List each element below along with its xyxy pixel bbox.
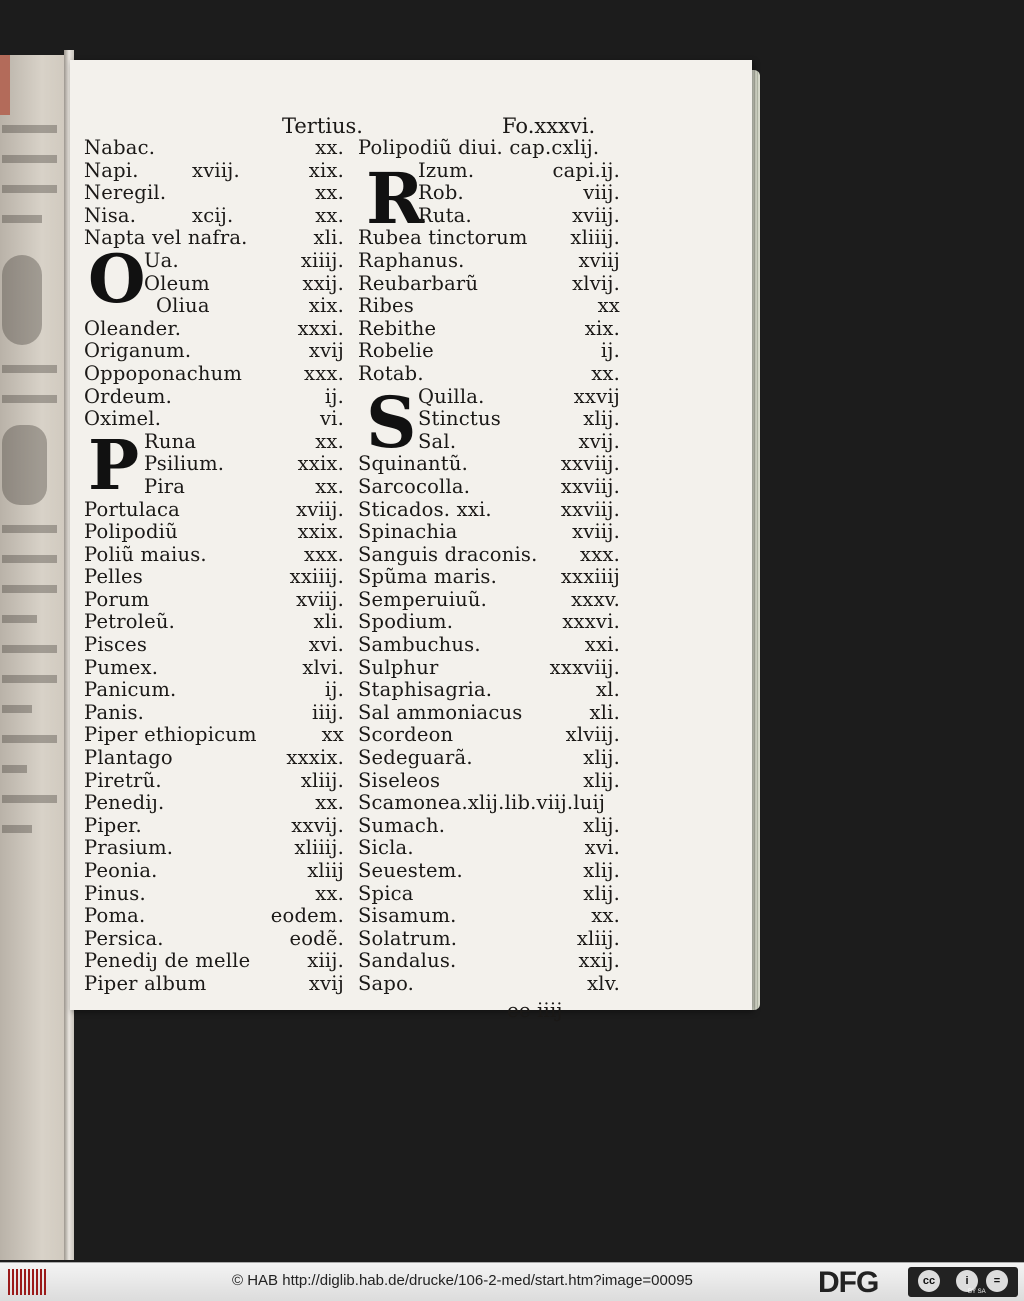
entry-chapter: xxxiiij: [560, 565, 620, 589]
entry-term: Runa: [144, 429, 197, 453]
bleed-line: [2, 185, 57, 193]
index-entry: [84, 859, 344, 882]
entry-chapter: xlij.: [583, 746, 620, 770]
index-entry: [358, 385, 620, 408]
entry-term: Pumex.: [84, 655, 159, 679]
signature-mark: ee iiij: [507, 998, 563, 1022]
bleed-line: [2, 675, 57, 683]
entry-term: Sal.: [418, 429, 457, 453]
entry-term: Reubarbarũ: [358, 271, 479, 295]
entry-term: Sambuchus.: [358, 633, 481, 657]
entry-term: Polipodiũ diui. cap.cxlij.: [358, 136, 600, 159]
entry-term: Izum.: [418, 158, 475, 182]
entry-term: Nabac.: [84, 136, 156, 159]
entry-term: Peonia.: [84, 859, 158, 882]
entry-chapter: xx.: [591, 361, 620, 385]
entry-chapter: viij.: [583, 181, 620, 205]
book-page: [70, 60, 752, 1022]
cc-caption: BY SA: [968, 1289, 986, 1295]
index-entry: [358, 701, 620, 724]
bleed-line: [2, 765, 27, 773]
entry-chapter: xx.: [315, 181, 344, 205]
entry-term: Spũma maris.: [358, 565, 497, 589]
index-entry: [358, 814, 620, 837]
index-entry: [84, 949, 344, 972]
entry-term: Origanum.: [84, 339, 192, 363]
entry-term: Oppoponachum: [84, 361, 243, 385]
entry-chapter: xlij.: [583, 407, 620, 431]
entry-chapter: xx.: [315, 474, 344, 498]
index-entry: [84, 836, 344, 859]
index-entry: [358, 159, 620, 182]
entry-chapter: xxij.: [302, 271, 344, 295]
cc-icon: cc: [918, 1270, 940, 1292]
entry-chapter: xliij.: [300, 768, 344, 792]
index-entry: [84, 407, 344, 430]
entry-chapter: xxi.: [584, 633, 620, 657]
entry-chapter: xliij.: [576, 926, 620, 950]
index-entry: [84, 972, 344, 995]
index-entry: [84, 136, 344, 159]
index-entry: [358, 678, 620, 701]
entry-term: Solatrum.: [358, 926, 458, 950]
index-entry: [358, 339, 620, 362]
index-entry: [358, 294, 620, 317]
entry-term: Spodium.: [358, 610, 454, 634]
entry-term: Sal ammoniacus: [358, 700, 523, 724]
entry-term: Oximel.: [84, 407, 162, 431]
entry-term: Sedeguarã.: [358, 746, 473, 770]
entry-chapter: xx.: [315, 881, 344, 905]
index-entry: [358, 181, 620, 204]
entry-term: Siseleos: [358, 768, 441, 792]
entry-chapter: xli.: [313, 610, 344, 634]
entry-term: Staphisagria.: [358, 678, 493, 702]
entry-chapter: xix.: [308, 158, 344, 182]
entry-chapter: xxx.: [580, 542, 620, 566]
entry-term: Pelles: [84, 565, 144, 589]
left-index-column: [84, 136, 344, 995]
entry-chapter: xxvij: [573, 384, 620, 408]
index-entry: [84, 452, 344, 475]
entry-chapter: ij.: [324, 384, 344, 408]
entry-chapter: xiij.: [307, 949, 344, 973]
index-entry: [358, 543, 620, 566]
index-entry: [358, 317, 620, 340]
index-entry: [358, 475, 620, 498]
index-entry: [84, 475, 344, 498]
entry-term: Panis.: [84, 700, 145, 724]
entry-chapter: capi.ij.: [552, 158, 620, 182]
entry-term: Seuestem.: [358, 859, 463, 882]
entry-term: Robelie: [358, 339, 434, 363]
entry-chapter: xix.: [308, 294, 344, 318]
entry-term: Pira: [144, 474, 186, 498]
index-entry: [84, 565, 344, 588]
bleed-line: [2, 585, 57, 593]
entry-term: Napta vel nafra.: [84, 226, 248, 250]
entry-term: Stinctus: [418, 407, 501, 431]
bleed-line: [2, 365, 57, 373]
bleed-line: [2, 155, 57, 163]
entry-chapter: xlvij.: [572, 271, 620, 295]
index-entry: [84, 520, 344, 543]
entry-chapter: xviij: [578, 248, 620, 272]
index-entry: [358, 272, 620, 295]
index-entry: [358, 904, 620, 927]
entry-term: Pisces: [84, 633, 148, 657]
bleed-line: [2, 215, 42, 223]
entry-chapter: xl.: [595, 678, 620, 702]
entry-term: Sarcocolla.: [358, 474, 471, 498]
index-entry: [84, 430, 344, 453]
index-entry: [358, 498, 620, 521]
viewer-footer: [0, 1262, 1024, 1301]
entry-term: Oleander.: [84, 316, 182, 340]
left-page-edge: [0, 55, 70, 1260]
entry-term: Piper album: [84, 971, 207, 995]
entry-term: Rotab.: [358, 361, 424, 385]
index-entry: [84, 362, 344, 385]
entry-term: Squinantũ.: [358, 452, 468, 476]
entry-term: Oleum: [144, 271, 210, 295]
entry-chapter: ij.: [324, 678, 344, 702]
entry-term: Poliũ maius.: [84, 542, 207, 566]
entry-chapter: xx.: [315, 136, 344, 159]
entry-chapter: xx.: [315, 791, 344, 815]
entry-chapter: xx: [321, 723, 344, 747]
entry-term: Psilium.: [144, 452, 225, 476]
index-entry: [358, 769, 620, 792]
by-icon: i: [956, 1270, 978, 1292]
entry-term: Sanguis draconis.: [358, 542, 538, 566]
running-head: Tertius.: [282, 114, 363, 138]
entry-term: Nisa.: [84, 203, 137, 227]
entry-chapter: xxxvi.: [562, 610, 620, 634]
initial-s: S: [366, 381, 417, 464]
left-page-cover-edge: [0, 55, 10, 115]
entry-term: Poma.: [84, 904, 146, 928]
entry-chapter: xx.: [591, 904, 620, 928]
entry-chapter: xxxv.: [571, 587, 620, 611]
index-entry: [84, 746, 344, 769]
index-entry: [358, 882, 620, 905]
index-entry: [358, 407, 620, 430]
index-entry: [84, 588, 344, 611]
dfg-logo: DFG: [818, 1266, 879, 1299]
entry-chapter: xix.: [584, 316, 620, 340]
index-entry: [358, 136, 620, 159]
index-entry: [358, 452, 620, 475]
index-entry: [358, 520, 620, 543]
initial-o: O: [88, 240, 146, 318]
entry-term: Persica.: [84, 926, 164, 950]
entry-chapter: xliiij.: [294, 836, 344, 860]
entry-chapter: xxix.: [297, 452, 344, 476]
bleed-initial: [2, 255, 42, 345]
entry-term: Sticados. xxi.: [358, 497, 492, 521]
entry-chapter: xviij.: [296, 497, 344, 521]
entry-chapter: xxxix.: [286, 746, 344, 770]
entry-term: Sisamum.: [358, 904, 457, 928]
hab-logo-icon: [8, 1269, 46, 1295]
entry-term: Raphanus.: [358, 248, 465, 272]
bleed-line: [2, 705, 32, 713]
entry-chapter: xlvi.: [302, 655, 344, 679]
entry-term: Porum: [84, 587, 150, 611]
bleed-line: [2, 615, 37, 623]
entry-term: Napi.: [84, 158, 139, 182]
index-entry: [84, 723, 344, 746]
entry-term: Penediȷ.: [84, 791, 165, 815]
entry-term: Penediȷ de melle: [84, 949, 251, 973]
index-entry: [358, 927, 620, 950]
entry-chapter: xviij.: [296, 587, 344, 611]
sa-icon: =: [986, 1270, 1008, 1292]
entry-term: Piper ethiopicum: [84, 723, 257, 747]
entry-term: Portulaca: [84, 497, 180, 521]
entry-chapter: xxx.: [304, 361, 344, 385]
index-entry: [84, 678, 344, 701]
entry-chapter: xx.: [315, 429, 344, 453]
bleed-line: [2, 395, 57, 403]
index-entry: [84, 791, 344, 814]
entry-term: Sapo.: [358, 971, 415, 995]
entry-chapter: xxviij.: [560, 497, 620, 521]
entry-chapter: xiiij.: [300, 248, 344, 272]
index-entry: [84, 882, 344, 905]
index-entry: [84, 204, 344, 227]
entry-chapter: iiij.: [312, 700, 344, 724]
entry-term: Sulphur: [358, 655, 439, 679]
entry-term: Polipodiũ: [84, 520, 178, 544]
index-entry: [84, 927, 344, 950]
entry-term: Quilla.: [418, 384, 485, 408]
index-entry: [84, 272, 344, 295]
entry-chapter: xlij.: [583, 881, 620, 905]
entry-term: Spinachia: [358, 520, 458, 544]
entry-chapter: eodẽ.: [289, 926, 344, 950]
entry-term: Spica: [358, 881, 414, 905]
folio-number: Fo.xxxvi.: [502, 114, 596, 138]
index-entry: [358, 633, 620, 656]
cc-license-badge[interactable]: [908, 1267, 1018, 1297]
entry-chapter: eodem.: [270, 904, 344, 928]
right-index-column: [358, 136, 620, 995]
entry-term: Oliua: [156, 294, 210, 318]
entry-chapter: xlij.: [583, 813, 620, 837]
index-entry: [84, 226, 344, 249]
entry-chapter: xvi.: [584, 836, 620, 860]
index-entry: [84, 633, 344, 656]
bleed-line: [2, 555, 57, 563]
entry-chapter: vi.: [319, 407, 344, 431]
entry-chapter: xxiiij.: [289, 565, 344, 589]
entry-term: Petroleũ.: [84, 610, 176, 634]
entry-chapter: xviij.: [192, 158, 240, 182]
initial-r: R: [366, 157, 425, 240]
entry-chapter: xvij.: [578, 429, 620, 453]
initial-p: P: [88, 426, 140, 506]
entry-term: Plantago: [84, 746, 173, 770]
entry-chapter: xxij.: [578, 949, 620, 973]
entry-term: Ordeum.: [84, 384, 172, 408]
entry-chapter: xviij.: [572, 203, 620, 227]
index-entry: [358, 249, 620, 272]
index-entry: [358, 949, 620, 972]
bleed-line: [2, 795, 57, 803]
entry-term: Pinus.: [84, 881, 146, 905]
index-entry: [84, 656, 344, 679]
entry-chapter: xxix.: [297, 520, 344, 544]
index-entry: [358, 204, 620, 227]
entry-chapter: xxviij.: [560, 452, 620, 476]
entry-term: Piper.: [84, 813, 142, 837]
entry-term: Ruta.: [418, 203, 472, 227]
index-entry: [84, 904, 344, 927]
entry-term: Ribes: [358, 294, 414, 318]
entry-term: Rubea tinctorum: [358, 226, 528, 250]
entry-chapter: xviij.: [572, 520, 620, 544]
entry-term: Semperuiuũ.: [358, 587, 488, 611]
entry-term: Scamonea.xlij.lib.viij.luij: [358, 791, 606, 815]
index-entry: [358, 565, 620, 588]
index-entry: [358, 362, 620, 385]
index-entry: [84, 181, 344, 204]
index-entry: [358, 226, 620, 249]
index-entry: [84, 610, 344, 633]
index-entry: [84, 249, 344, 272]
index-entry: [84, 814, 344, 837]
entry-chapter: xxviij.: [560, 474, 620, 498]
bleed-line: [2, 645, 57, 653]
entry-term: Neregil.: [84, 181, 167, 205]
entry-chapter: xlv.: [587, 971, 620, 995]
entry-chapter: xvij: [308, 339, 344, 363]
entry-term: Panicum.: [84, 678, 177, 702]
entry-chapter: xli.: [313, 226, 344, 250]
entry-chapter: xliij: [307, 859, 344, 882]
index-entry: [84, 294, 344, 317]
index-entry: [84, 159, 344, 182]
entry-term: Scordeon: [358, 723, 454, 747]
entry-chapter: xxxviij.: [549, 655, 620, 679]
entry-term: Sicla.: [358, 836, 414, 860]
bleed-line: [2, 735, 57, 743]
index-entry: [84, 498, 344, 521]
index-entry: [358, 859, 620, 882]
source-credit[interactable]: © HAB http://diglib.hab.de/drucke/106-2-med/start.htm?image=00095: [232, 1272, 693, 1289]
index-entry: [358, 656, 620, 679]
entry-chapter: xlij.: [583, 768, 620, 792]
entry-chapter: ij.: [600, 339, 620, 363]
bleed-initial: [2, 425, 47, 505]
index-entry: [84, 385, 344, 408]
entry-term: Rebithe: [358, 316, 437, 340]
entry-term: Sumach.: [358, 813, 446, 837]
entry-chapter: xlij.: [583, 859, 620, 882]
index-entry: [358, 430, 620, 453]
index-entry: [84, 317, 344, 340]
entry-chapter: xxx.: [304, 542, 344, 566]
index-entry: [358, 588, 620, 611]
entry-chapter: xliiij.: [570, 226, 620, 250]
entry-term: Prasium.: [84, 836, 174, 860]
entry-chapter: xx: [597, 294, 620, 318]
entry-term: Sandalus.: [358, 949, 457, 973]
index-entry: [84, 701, 344, 724]
entry-chapter: xlviij.: [565, 723, 620, 747]
index-entry: [84, 543, 344, 566]
index-entry: [358, 723, 620, 746]
index-entry: [358, 791, 620, 814]
entry-chapter: xvij: [308, 971, 344, 995]
entry-chapter: xxxi.: [297, 316, 344, 340]
index-entry: [84, 339, 344, 362]
index-entry: [84, 769, 344, 792]
entry-term: Piretrũ.: [84, 768, 162, 792]
bleed-line: [2, 525, 57, 533]
entry-chapter: xli.: [589, 700, 620, 724]
bleed-line: [2, 125, 57, 133]
entry-term: Ua.: [144, 248, 179, 272]
index-entry: [358, 972, 620, 995]
entry-chapter: xvi.: [308, 633, 344, 657]
entry-chapter: xx.: [315, 203, 344, 227]
index-entry: [358, 746, 620, 769]
entry-chapter: xxvij.: [291, 813, 344, 837]
entry-chapter: xcij.: [192, 203, 234, 227]
bleed-line: [2, 825, 32, 833]
index-entry: [358, 610, 620, 633]
entry-term: Rob.: [418, 181, 464, 205]
index-entry: [358, 836, 620, 859]
